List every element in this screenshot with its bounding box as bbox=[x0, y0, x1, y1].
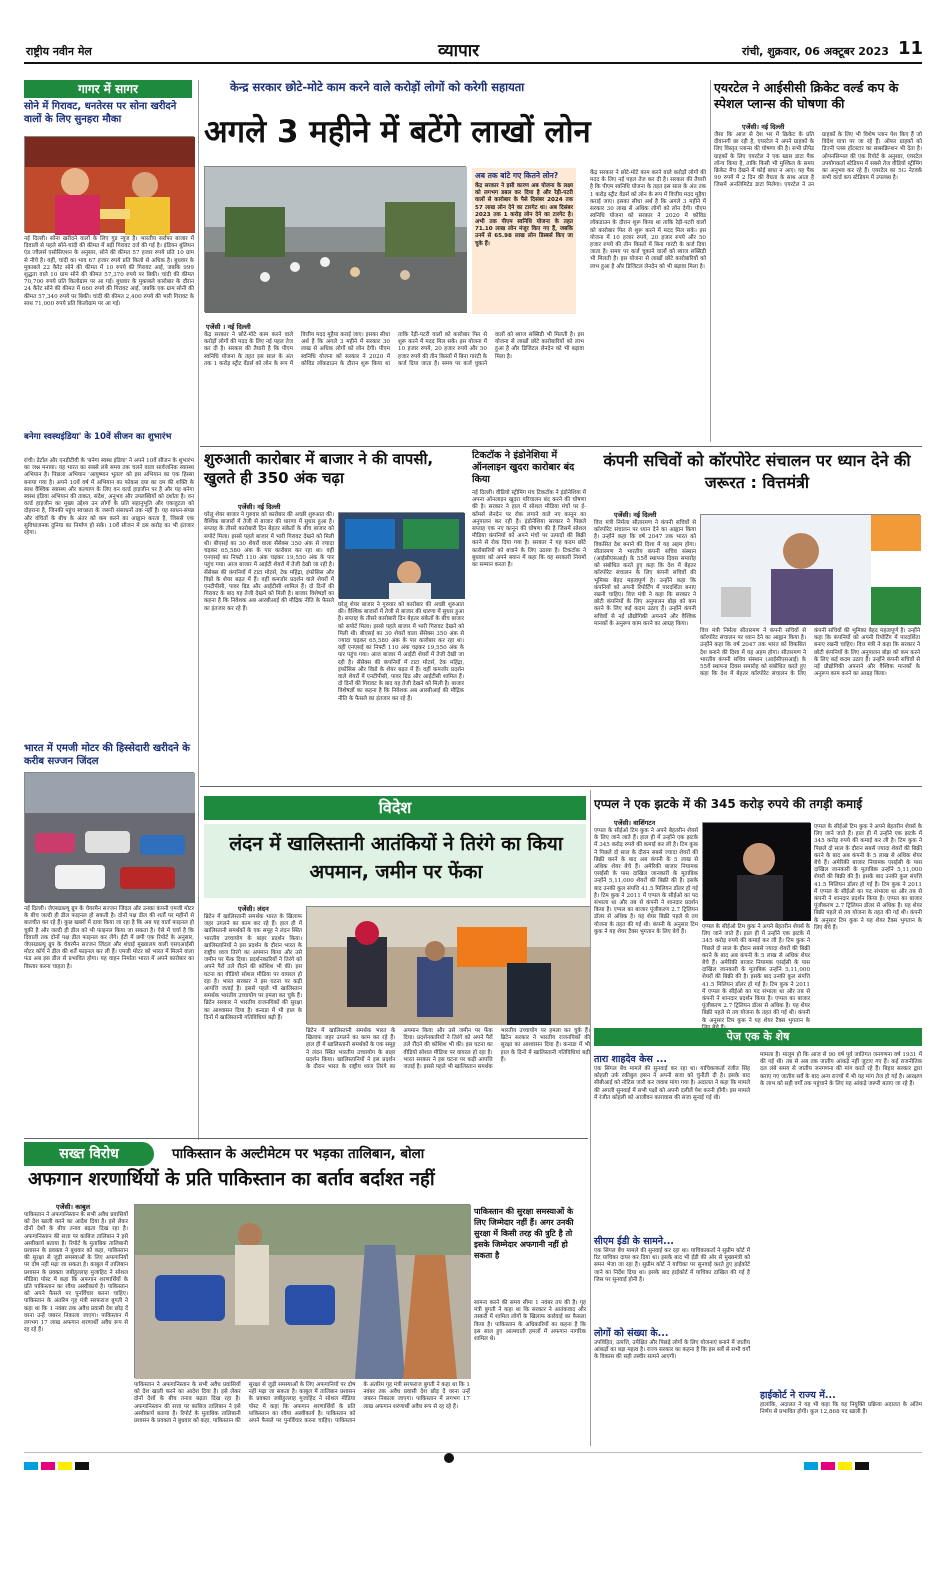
apple-story: एप्पल के सीईओ टिम कुक ने अपने बेहतरीन शेयर्स के लिए जाने जाते हैं। हाल ही में उन्होंने एक झटके में 345 करोड़ रुपये की कमाई कर ली है। टिम कुक ने पिछले दो साल के दौरान सबसे ज्यादा शेयरों की बिक्री करने के बाद अब कंपनी के 5 लाख से अधिक शेयर बेचे हैं। अमेरिकी बाजार नियामक एसईसी के पास दाखिल जानकारी के मुताबिक उन्होंने 5,11,000 शेयरों की बिक्री की है। इसके बाद उनकी कुल संपत्ति 41.5 मिलियन डॉलर हो गई है। टिम कुक ने 2011 में एप्पल के सीईओ का पद संभाला था और तब से कंपनी ने शानदार प्रदर्शन किया है। एप्पल का बाजार पूंजीकरण 2.7 ट्रिलियन डॉलर से अधिक है। यह शेयर बिक्री पहले से तय योजना के तहत की गई थी। कंपनी के अनुसार टिम कुक ने यह शेयर टैक्स भुगतान के लिए बेचे हैं। bbox=[594, 828, 698, 935]
mg-story: नई दिल्ली। जेएसडब्ल्यू ग्रुप के चेयरमैन सज्जन जिंदल और उनका कंपनी एमजी मोटर के बीच जल्दी ही डील फाइनल हो सकती है। दोनों पक्ष डील की शर्तों पर महीनों से बातचीत कर रहे हैं। कुछ खबरों में दावा किया जा रहा है कि अब यह वार्ता फाइनल हो चुकी है और जल्दी ही डील को भी फाइनल किया जा सकता है। ऐसे में चर्चा है कि दिवाली तक दोनों पक्ष डील फाइनल कर लेंगे। ईटी में छपी एक रिपोर्ट के अनुसार, जेएसडब्ल्यू ग्रुप के चेयरमैन सज्जन जिंदल और शंघाई मुख्यालय वाली एसएआईसी मोटर कॉर्प ने डील की शर्तें फाइनल कर ली हैं। एमजी मोटर को भारत में मिलने वाला फंड अब इस डील से प्रभावित होगा। यह वाहन निर्माता भारत में अपने कारोबार का विस्तार करना चाहता है। bbox=[24, 906, 194, 970]
editorial-banner-label: पेज एक के शेष bbox=[726, 1030, 790, 1043]
ed-headline: सीएम ईडी के सामने... bbox=[594, 1236, 674, 1247]
color-swatch bbox=[58, 1462, 72, 1470]
sitharaman-photo bbox=[700, 514, 920, 624]
videsh-story: ब्रिटेन में खालिस्तानी समर्थक भारत के खिलाफ जहर उगलने का काम कर रहे हैं। हाल ही में खालिस्तानी समर्थकों के एक समूह ने लंदन स्थित भारतीय उच्चायोग के बाहर प्रदर्शन किया। खालिस्तानियों ने इस प्रदर्शन के दौरान भारत के राष्ट्रीय ध्वज तिरंगे का अपमान किया और उसे जमीन पर फेंक दिया। प्रदर्शनकारियों ने तिरंगे को अपने पैरों तले रौंदने की कोशिश भी की। इस घटना का वीडियो सोशल मीडिया पर वायरल हो रहा है। भारत सरकार ने इस घटना पर कड़ी आपत्ति जताई है। इससे पहले भी खालिस्तान समर्थक भारतीय उच्चायोग पर हमला कर चुके हैं। ब्रिटेन सरकार ने भारतीय राजनयिकों की सुरक्षा का आश्वासन दिया है। कनाडा में भी हाल के दिनों में खालिस्तानी गतिविधियां बढ़ी हैं। bbox=[204, 914, 302, 1021]
top-story-side: केंद्र सरकार ने छोटे-मोटे काम करने वाले करोड़ों लोगों की मदद के लिए नई पहल तेज कर दी है। सरकार की तैयारी है कि पीएम स्वनिधि योजना के तहत इस साल के अंत तक 1 करोड़ स्ट्रीट वेंडर्स को लोन के रूप में वित्तीय मदद मुहैया कराई जाए। इसका सीधा अर्थ है कि अगले 3 महीने में सरकार 30 लाख से अधिक लोगों को लोन देगी। पीएम स्वनिधि योजना को सरकार ने 2020 में कोविड लॉकडाउन के दौरान शुरू किया था ताकि रेड़ी-पटरी वालों को कारोबार फिर से शुरू करने में मदद मिल सके। इस योजना में 10 हजार रुपये, 20 हजार रुपये और 50 हजार रुपये की तीन किस्तों में बिना गारंटी के कर्ज दिया जाता है। समय पर कर्ज चुकाने वालों को ब्याज सब्सिडी भी मिलती है। इस योजना से लाखों छोटे कारोबारियों को लाभ हुआ है और डिजिटल लेनदेन को भी बढ़ावा मिला है। bbox=[590, 170, 706, 270]
divider-mid bbox=[200, 786, 922, 787]
afghan-headline: अफगान शरणार्थियों के प्रति पाकिस्तान का बर्ताव बर्दाश्त नहीं bbox=[28, 1169, 435, 1190]
left-banner-label: गागर में सागर bbox=[78, 82, 138, 96]
footer-swatches-left bbox=[24, 1455, 92, 1474]
tiktok-headline: टिकटॉक ने इंडोनेशिया में ऑनलाइन खुदरा कारोबार बंद किया bbox=[472, 450, 575, 485]
registration-mark bbox=[444, 1453, 454, 1463]
hc-story: हालांकि, अदालत ने यह भी कहा कि यह नियुक्ति प्रक्रिया अदालत के अंतिम निर्णय से प्रभावित होगी। कुल 12,868 पद खाली हैं। bbox=[760, 1402, 922, 1416]
gold-headline: सोने में गिरावट, धनतेरस पर सोना खरीदने वालों के लिए सुनहरा मौका bbox=[24, 101, 177, 125]
afghan-quote-text: पाकिस्तान की सुरक्षा समस्याओं के लिए जिम्मेदार नहीं हैं। अगर उनकी सुरक्षा में किसी तरह की त्रुटि है तो इसके जिम्मेदार अफगानी नहीं हो सकता है bbox=[474, 1207, 574, 1260]
top-headline: अगले 3 महीने में बटेंगे लाखों लोन bbox=[204, 114, 591, 150]
tara-story: एक सिंगल बेंच मामले की सुनवाई कर रहा था। याचिकाकर्ता रंजीत सिंह कोहली उर्फ रकीबुल हसन ने अपनी सजा को चुनौती दी है। इसके बाद सीबीआई को नोटिस जारी कर जवाब मांगा गया है। अदालत ने कहा कि मामले की अगली सुनवाई में सभी पक्षों को अपनी दलीलें पेश करनी होंगी। इस मामले में रंजीत कोहली को आजीवन कारावास की सजा सुनाई गई थी। bbox=[594, 1066, 750, 1101]
airtel-byline: एजेंसी। नई दिल्ली bbox=[742, 123, 785, 131]
color-swatch bbox=[821, 1462, 835, 1470]
log-headline: लोगों को संख्या के... bbox=[594, 1328, 669, 1339]
editorial-banner bbox=[594, 1028, 922, 1046]
afghan-kicker: पाकिस्तान के अल्टीमेटम पर भड़का तालिबान, बोला bbox=[172, 1146, 425, 1162]
swasth-headline: बनेगा स्वस्थइंडिया' के 10वें सीजन का शुभारंभ bbox=[24, 432, 172, 442]
editorial-right-story: मामला है। मालूम हो कि आज से 90 वर्ष पूर्व जातिगत जनगणना वर्ष 1931 में की गई थी। तब से अब तक जातीय आंकड़े नहीं जुटाए गए हैं। कई राजनीतिक दल लंबे समय से जातीय जनगणना की मांग करते रहे हैं। बिहार सरकार द्वारा कराए गए जातीय सर्वे के बाद अन्य राज्यों में भी यह मांग तेज हो गई है। आरक्षण के लाभ को सही वर्गों तक पहुंचाने के लिए यह आंकड़े जरूरी बताए जा रहे हैं। bbox=[760, 1052, 922, 1087]
afghan-banner-label: सख्त विरोध bbox=[59, 1146, 119, 1162]
videsh-story-b: ब्रिटेन में खालिस्तानी समर्थक भारत के खिलाफ जहर उगलने का काम कर रहे हैं। हाल ही में खालिस्तानी समर्थकों के एक समूह ने लंदन स्थित भारतीय उच्चायोग के बाहर प्रदर्शन किया। खालिस्तानियों ने इस प्रदर्शन के दौरान भारत के राष्ट्रीय ध्वज तिरंगे का अपमान किया और उसे जमीन पर फेंक दिया। प्रदर्शनकारियों ने तिरंगे को अपने पैरों तले रौंदने की कोशिश भी की। इस घटना का वीडियो सोशल मीडिया पर वायरल हो रहा है। भारत सरकार ने इस घटना पर कड़ी आपत्ति जताई है। इससे पहले भी खालिस्तान समर्थक भारतीय उच्चायोग पर हमला कर चुके हैं। ब्रिटेन सरकार ने भारतीय राजनयिकों की सुरक्षा का आश्वासन दिया है। कनाडा में भी हाल के दिनों में खालिस्तानी गतिविधियां बढ़ी हैं। bbox=[306, 1028, 590, 1071]
sitharaman-story: वित्त मंत्री निर्मला सीतारमण ने कंपनी सचिवों से कॉरपोरेट संचालन पर ध्यान देने का आह्वान किया है। उन्होंने कहा कि वर्ष 2047 तक भारत को विकसित देश बनाने की दिशा में यह अहम होगा। सीतारमण ने भारतीय कंपनी सचिव संस्थान (आईसीएसआई) के 55वें स्थापना दिवस समारोह को संबोधित करते हुए कहा कि देश में बेहतर कॉरपोरेट संचालन के लिए कंपनी सचिवों की भूमिका बेहद महत्वपूर्ण है। उन्होंने कहा कि कंपनियों को अपनी रिपोर्टिंग में पारदर्शिता बनाए रखनी चाहिए। वित्त मंत्री ने कहा कि सरकार ने छोटी कंपनियों के लिए अनुपालन बोझ को कम करने के लिए कई कदम उठाए हैं। उन्होंने कंपनी सचिवों से नई प्रौद्योगिकी अपनाने और वैश्विक मानकों के अनुरूप काम करने का आग्रह किया। bbox=[594, 520, 696, 627]
masthead: राष्ट्रीय नवीन मेल bbox=[26, 45, 92, 58]
videsh-banner bbox=[204, 796, 586, 820]
market-story: घरेलू शेयर बाजार ने गुरुवार को कारोबार की अच्छी शुरुआत की। वैश्विक बाजारों में तेजी से बाजार की धारणा में सुधार हुआ है। सप्ताह के तीसरे कारोबारी दिन बेहतर संकेतों के बीच बाजार को सपोर्ट मिला। इससे पहले बाजार में भारी गिरावट देखने को मिली थी। बीएसई का 30 शेयरों वाला सेंसेक्स 350 अंक से ज्यादा चढ़कर 65,580 अंक के पार कारोबार कर रहा था। वहीं एनएसई का निफ्टी 110 अंक चढ़कर 19,550 अंक के पार पहुंच गया। आज बाजार में आईटी शेयरों में तेजी देखी जा रही है। सेंसेक्स की कंपनियों में टाटा मोटर्स, टेक महिंद्रा, इंफोसिस और विप्रो के शेयर बढ़त में हैं। वहीं कमजोर प्रदर्शन वाले शेयरों में एनटीपीसी, पावर ग्रिड और आईटीसी शामिल हैं। दो दिनों की गिरावट के बाद यह तेजी देखने को मिली है। बाजार विशेषज्ञों का कहना है कि निवेशक अब आरबीआई की मौद्रिक नीति के फैसले का इंतजार कर रहे हैं। bbox=[204, 512, 334, 612]
loan-box bbox=[472, 168, 576, 314]
footer-bar bbox=[24, 1452, 922, 1462]
left-column-rule bbox=[198, 80, 199, 1140]
airtel-story: जैसा कि आज से देश भर में क्रिकेट के प्रति दीवानगी छा रही है, एयरटेल ने अपने ग्राहकों के लिए विस्तृत प्लान्स की घोषणा की है। सभी प्रीपेड ग्राहकों के लिए एयरटेल ने एक खास डाटा पैक लॉन्च किया है, ताकि किसी भी मुश्किल के समय क्रिकेट मैच देखने में कोई बाधा न आए। यह पैक 99 रुपये में 2 दिन की वैधता के साथ आता है जिसमें अनलिमिटेड डाटा मिलेगा। एयरटेल ने उन ग्राहकों के लिए भी विशेष प्लान पेश किए हैं जो विदेश यात्रा पर जा रहे हैं। ऑफर ग्राहकों को डिज्नी प्लस हॉटस्टार का सब्सक्रिप्शन भी देता है। ओपनसिग्नल की एक रिपोर्ट के अनुसार, एयरटेल उपयोगकर्ता स्टेडियम में सबसे तेज वीडियो स्ट्रीमिंग का अनुभव कर रहे हैं। एयरटेल का 5G नेटवर्क सभी वर्ल्ड कप स्टेडियम में उपलब्ध है। bbox=[714, 132, 922, 189]
color-swatch bbox=[838, 1462, 852, 1470]
afghan-banner bbox=[24, 1142, 154, 1166]
ed-story: एक सिंगल बेंच मामले की सुनवाई कर रहा था। याचिकाकर्ता ने सुप्रीम कोर्ट में रिट याचिका दायर कर दिया था। इसके बाद भी ईडी की ओर से मुख्यमंत्री को समन भेजा जा रहा है। सुप्रीम कोर्ट ने याचिका पर सुनवाई करते हुए हाईकोर्ट जाने का निर्देश दिया था। इसके बाद हाईकोर्ट में याचिका दाखिल की गई है जिस पर सुनवाई होनी है। bbox=[594, 1248, 750, 1283]
page-date: रांची, शुक्रवार, 06 अक्टूबर 2023 bbox=[742, 45, 889, 58]
airtel-headline: एयरटेल ने आईसीसी क्रिकेट वर्ल्ड कप के स्पेशल प्लान्स की घोषणा की bbox=[714, 80, 899, 111]
gold-photo bbox=[24, 136, 194, 232]
market-story-b: घरेलू शेयर बाजार ने गुरुवार को कारोबार की अच्छी शुरुआत की। वैश्विक बाजारों में तेजी से बाजार की धारणा में सुधार हुआ है। सप्ताह के तीसरे कारोबारी दिन बेहतर संकेतों के बीच बाजार को सपोर्ट मिला। इससे पहले बाजार में भारी गिरावट देखने को मिली थी। बीएसई का 30 शेयरों वाला सेंसेक्स 350 अंक से ज्यादा चढ़कर 65,580 अंक के पार कारोबार कर रहा था। वहीं एनएसई का निफ्टी 110 अंक चढ़कर 19,550 अंक के पार पहुंच गया। आज बाजार में आईटी शेयरों में तेजी देखी जा रही है। सेंसेक्स की कंपनियों में टाटा मोटर्स, टेक महिंद्रा, इंफोसिस और विप्रो के शेयर बढ़त में हैं। वहीं कमजोर प्रदर्शन वाले शेयरों में एनटीपीसी, पावर ग्रिड और आईटीसी शामिल हैं। दो दिनों की गिरावट के बाद यह तेजी देखने को मिली है। बाजार विशेषज्ञों का कहना है कि निवेशक अब आरबीआई की मौद्रिक नीति के फैसले का इंतजार कर रहे हैं। bbox=[338, 602, 464, 702]
top-byline: एजेंसी । नई दिल्ली bbox=[206, 323, 251, 331]
right-column-rule bbox=[710, 80, 711, 442]
apple-photo-image bbox=[703, 823, 811, 921]
afghan-story-c: सामना करने की समय सीमा 1 नवंबर तय की है। गृह मंत्री बुगती ने कहा था कि सरकार ने आतंकवाद और तस्करी में शामिल लोगों के खिलाफ कार्रवाई का फैसला किया है। पाकिस्तान के अधिकारियों का कहना है कि इस साल हुए आत्मघाती हमलों में अफगान नागरिक शामिल थे। bbox=[474, 1300, 586, 1343]
tiktok-story: नई दिल्ली। वीडियो स्ट्रीमिंग मंच टिकटॉक ने इंडोनेशिया में अपना ऑनलाइन खुदरा परिचालन बंद करने की घोषणा की है। सरकार ने हाल में सोशल मीडिया मंचों पर ई-कॉमर्स लेनदेन पर रोक लगाने वाले नए कानून का अनुपालन कर रही है। इंडोनेशिया सरकार ने पिछले सप्ताह एक नए कानून की घोषणा की है जिसमें सोशल मीडिया कंपनियों को अपने मंचों पर उत्पादों की बिक्री करने से रोक दिया गया है। सरकार ने यह कदम छोटे कारोबारियों को बचाने के लिए उठाया है। टिकटॉक ने बुधवार को अपने बयान में कहा कि वह सरकारी नियमों का सम्मान करता है। bbox=[472, 490, 586, 569]
apple-story-c: एप्पल के सीईओ टिम कुक ने अपने बेहतरीन शेयर्स के लिए जाने जाते हैं। हाल ही में उन्होंने एक झटके में 345 करोड़ रुपये की कमाई कर ली है। टिम कुक ने पिछले दो साल के दौरान सबसे ज्यादा शेयरों की बिक्री करने के बाद अब कंपनी के 5 लाख से अधिक शेयर बेचे हैं। अमेरिकी बाजार नियामक एसईसी के पास दाखिल जानकारी के मुताबिक उन्होंने 5,11,000 शेयरों की बिक्री की है। इसके बाद उनकी कुल संपत्ति 41.5 मिलियन डॉलर हो गई है। टिम कुक ने 2011 में एप्पल के सीईओ का पद संभाला था और तब से कंपनी ने शानदार प्रदर्शन किया है। एप्पल का बाजार पूंजीकरण 2.7 ट्रिलियन डॉलर से अधिक है। यह शेयर बिक्री पहले से तय योजना के तहत की गई थी। कंपनी के अनुसार टिम कुक ने यह शेयर टैक्स भुगतान के bbox=[702, 924, 810, 1024]
afghan-photo bbox=[134, 1204, 470, 1378]
afghan-photo-image bbox=[135, 1205, 471, 1379]
loan-box-head: अब तक बांटे गए कितने लोन? bbox=[475, 171, 559, 180]
top-photo-image bbox=[205, 167, 467, 313]
loan-box-text: केंद्र सरकार ने इसी कारण अब योजना के लक्ष्य को लगभग डबल कर दिया है और रेड़ी-पटरी वालों से कारोबार के पैसे दिसंबर 2024 तक 57 लाख लोन देने का टारगेट था। अब दिसंबर 2023 तक 1 करोड़ लोन देने का टारगेट है। अभी तक पीएम स्वनिधि योजना के तहत 71.10 लाख लोन मंजूर किए गए हैं, जबकि उनमें से 65.98 लाख लोन डिस्बर्स किए जा चुके हैं। bbox=[475, 183, 573, 247]
left-banner bbox=[24, 80, 192, 98]
apple-headline: एप्पल ने एक झटके में की 345 करोड़ रुपये की तगड़ी कमाई bbox=[594, 797, 863, 811]
mg-photo bbox=[24, 772, 194, 902]
color-swatch bbox=[855, 1462, 869, 1470]
divider-bottom bbox=[24, 1138, 588, 1139]
videsh-photo-image bbox=[307, 907, 591, 1025]
hc-headline: हाईकोर्ट ने राज्य में... bbox=[760, 1390, 836, 1401]
videsh-banner-label: विदेश bbox=[378, 798, 412, 817]
sitharaman-story-b: वित्त मंत्री निर्मला सीतारमण ने कंपनी सचिवों से कॉरपोरेट संचालन पर ध्यान देने का आह्वान किया है। उन्होंने कहा कि वर्ष 2047 तक भारत को विकसित देश बनाने की दिशा में यह अहम होगा। सीतारमण ने भारतीय कंपनी सचिव संस्थान (आईसीएसआई) के 55वें स्थापना दिवस समारोह को संबोधित करते हुए कहा कि देश में बेहतर कॉरपोरेट संचालन के लिए कंपनी सचिवों की भूमिका बेहद महत्वपूर्ण है। उन्होंने कहा कि कंपनियों को अपनी रिपोर्टिंग में पारदर्शिता बनाए रखनी चाहिए। वित्त मंत्री ने कहा कि सरकार ने छोटी कंपनियों के लिए अनुपालन बोझ को कम करने के लिए कई कदम उठाए हैं। उन्होंने कंपनी सचिवों से नई प्रौद्योगिकी अपनाने और वैश्विक मानकों के अनुरूप काम करने का आग्रह किया। bbox=[700, 628, 920, 678]
top-photo bbox=[204, 166, 466, 312]
section-title: व्यापार bbox=[438, 41, 480, 61]
color-swatch bbox=[75, 1462, 89, 1470]
apple-photo bbox=[702, 822, 810, 920]
market-photo bbox=[338, 512, 464, 598]
mg-headline: भारत में एमजी मोटर की हिस्सेदारी खरीदने के करीब सज्जन जिंदल bbox=[24, 743, 190, 767]
market-byline: एजेंसी। नई दिल्ली bbox=[238, 503, 281, 511]
top-story: केंद्र सरकार ने छोटे-मोटे काम करने वाले करोड़ों लोगों की मदद के लिए नई पहल तेज कर दी है। सरकार की तैयारी है कि पीएम स्वनिधि योजना के तहत इस साल के अंत तक 1 करोड़ स्ट्रीट वेंडर्स को लोन के रूप में वित्तीय मदद मुहैया कराई जाए। इसका सीधा अर्थ है कि अगले 3 महीने में सरकार 30 लाख से अधिक लोगों को लोन देगी। पीएम स्वनिधि योजना को सरकार ने 2020 में कोविड लॉकडाउन के दौरान शुरू किया था ताकि रेड़ी-पटरी वालों को कारोबार फिर से शुरू करने में मदद मिल सके। इस योजना में 10 हजार रुपये, 20 हजार रुपये और 50 हजार रुपये की तीन किस्तों में बिना गारंटी के कर्ज दिया जाता है। समय पर कर्ज चुकाने वालों को ब्याज सब्सिडी भी मिलती है। इस योजना से लाखों छोटे कारोबारियों को लाभ हुआ है और डिजिटल लेनदेन को भी बढ़ावा मिला है। bbox=[204, 332, 584, 367]
editorial-rule bbox=[590, 790, 591, 1446]
log-story: उपविहित, उत्पत्ति, उपेक्षित और पिछड़े लोगों के लिए योजनाएं बनाने में जातीय आंकड़ों का बड़ा महत्व है। राज्य सरकार का कहना है कि इस सर्वे से सभी वर्गों के विकास की सही तस्वीर सामने आएगी। bbox=[594, 1340, 750, 1361]
tara-headline: तारा शाहदेव केस ... bbox=[594, 1054, 667, 1065]
videsh-photo bbox=[306, 906, 590, 1024]
footer-swatches-right bbox=[804, 1455, 872, 1474]
sitharaman-photo-image bbox=[701, 515, 921, 625]
sitharaman-headline: कंपनी सचिवों को कॉरपोरेट संचालन पर ध्यान देने की जरूरत : वित्तमंत्री bbox=[603, 451, 911, 492]
videsh-byline: एजेंसी। लंदन bbox=[238, 905, 269, 913]
color-swatch bbox=[24, 1462, 38, 1470]
gold-photo-image bbox=[25, 137, 195, 233]
videsh-headline: लंदन में खालिस्तानी आतंकियों ने तिरंगे का किया अपमान, जमीन पर फेंका bbox=[229, 833, 563, 883]
market-photo-image bbox=[339, 513, 465, 599]
apple-byline: एजेंसी। वाशिंगटन bbox=[614, 819, 656, 827]
afghan-story-b: पाकिस्तान ने अफगानिस्तान के सभी अवैध प्रवासियों को देश खाली करने का आदेश दिया है। इसे लेकर दोनों देशों के बीच तनाव बढ़ता दिख रहा है। अफगानिस्तान की सत्ता पर काबिज तालिबान ने इसे अस्वीकार्य बताया है। रिपोर्ट के मुताबिक तालिबानी प्रशासन के प्रवक्ता ने बुधवार को कहा, पाकिस्तान की सुरक्षा से जुड़ी समस्याओं के लिए अफगानियों पर दोष नहीं मढ़ा जा सकता है। काबुल में तालिबान प्रशासन के प्रवक्ता जबीहुल्लाह मुजाहिद ने सोशल मीडिया पोस्ट में कहा कि अफगान शरणार्थियों के प्रति पाकिस्तान का रवैया अस्वीकार्य है। पाकिस्तान को अपने फैसले पर पुनर्विचार करना चाहिए। पाकिस्तान के अंतरिम गृह मंत्री सरफराज बुगती ने कहा था कि 1 नवंबर तक अवैध प्रवासी देश छोड़ दें वरना उन्हें जबरन निकाला जाएगा। पाकिस्तान में लगभग 17 लाख अफगान शरणार्थी अवैध रूप से रह रहे हैं। bbox=[134, 1382, 470, 1425]
sitharaman-byline: एजेंसी। नई दिल्ली bbox=[614, 511, 657, 519]
color-swatch bbox=[804, 1462, 818, 1470]
market-headline: शुरुआती कारोबार में बाजार ने की वापसी, खुलते ही 350 अंक चढ़ा bbox=[204, 450, 434, 487]
swasth-story: रांची। डेटॉल और एनडीटीवी के 'बनेगा स्वस्थ इंडिया' ने अपने 10वें सीजन के शुभारंभ का जश्न मनाया। यह भारत का सबसे लंबे समय तक चलने वाला सार्वजनिक स्वास्थ्य अभियान है। पिछला अभियान 'आयुष्मान भूतल' को इस अभियान का एक हिस्सा बनाया गया है। अपने 10वें वर्ष में अभियान का फोकस दया का दम की शक्ति के साथ वैश्विक स्वास्थ्य और कल्याण के लिए वन वर्ल्ड हाइजीन पर है और यह बनेगा स्वस्थ इंडिया अभियान की ताकत, संदेश, अनुभव और उपलब्धियों को दर्शाता है। वन वर्ल्ड हाइजीन का मुख्य उद्देश्य उन लोगों के प्रति सहानुभूति और एकजुटता को दोहराना है, जिनकी पहुंच स्वच्छता के जरूरी संसाधनों तक नहीं है। यह साधन-संपन्न और वंचितों के बीच के अंतर को कम करने का आह्वान करता है, जिससे एक सुविधाजनक दुनिया का निर्माण हो सके। 10वें सीजन में दस करोड़ का भी इंतजार रहेगा। bbox=[24, 458, 194, 537]
afghan-story: पाकिस्तान ने अफगानिस्तान के सभी अवैध प्रवासियों को देश खाली करने का आदेश दिया है। इसे लेकर दोनों देशों के बीच तनाव बढ़ता दिख रहा है। अफगानिस्तान की सत्ता पर काबिज तालिबान ने इसे अस्वीकार्य बताया है। रिपोर्ट के मुताबिक तालिबानी प्रशासन के प्रवक्ता ने बुधवार को कहा, पाकिस्तान की सुरक्षा से जुड़ी समस्याओं के लिए अफगानियों पर दोष नहीं मढ़ा जा सकता है। काबुल में तालिबान प्रशासन के प्रवक्ता जबीहुल्लाह मुजाहिद ने सोशल मीडिया पोस्ट में कहा कि अफगान शरणार्थियों के प्रति पाकिस्तान का रवैया अस्वीकार्य है। पाकिस्तान को अपने फैसले पर पुनर्विचार करना चाहिए। पाकिस्तान के अंतरिम गृह मंत्री सरफराज बुगती ने कहा था कि 1 नवंबर तक अवैध प्रवासी देश छोड़ दें वरना उन्हें जबरन निकाला जाएगा। पाकिस्तान में लगभग 17 लाख अफगान शरणार्थी अवैध रूप से रह रहे हैं। bbox=[24, 1212, 128, 1334]
page-number: 11 bbox=[898, 38, 924, 59]
color-swatch bbox=[41, 1462, 55, 1470]
mg-photo-image bbox=[25, 773, 195, 903]
afghan-quote bbox=[474, 1206, 586, 1294]
divider-top bbox=[200, 446, 922, 447]
top-kicker: केन्द्र सरकार छोटे-मोटे काम करने वाले करोड़ों लोगों को करेगी सहायता bbox=[230, 80, 525, 94]
afghan-byline: एजेंसी। काबुल bbox=[56, 1203, 91, 1211]
gold-story: नई दिल्ली। सोना खरीदने वालों के लिए गुड न्यूज है। भारतीय सर्राफा बाजार में दिवाली से पहले सोने-चांदी की कीमत में बड़ी गिरावट दर्ज की गई है। इंडियन बुलियन एंड ज्वैलर्स एसोसिएशन के अनुसार, सोने की कीमत 57 हजार रुपये प्रति 10 ग्राम से नीचे है। वहीं, चांदी का भाव 67 हजार रुपये प्रति किलो से अधिक है। बुधवार के मुकाबले 22 कैरेट सोने की कीमत में 10 रुपये की गिरावट आई, जबकि 999 शुद्धता वाले 10 ग्राम सोने की कीमत 57,370 रुपये पर बिकी। चांदी की कीमत 70,700 रुपये प्रति किलोग्राम पर आ गई। बुधवार के मुकाबले कारोबार के दौरान 24 कैरेट सोने की कीमत में 660 रुपये की गिरावट आई, जबकि एक ग्राम सोनी की कीमत 57,340 रुपये पर बिकी। चांदी की कीमत 2,400 रुपये की भारी गिरावट के साथ 71,000 रुपये प्रति किलोग्राम पर आ गई। bbox=[24, 236, 194, 307]
page-header bbox=[24, 38, 922, 64]
apple-story-b: एप्पल के सीईओ टिम कुक ने अपने बेहतरीन शेयर्स के लिए जाने जाते हैं। हाल ही में उन्होंने एक झटके में 345 करोड़ रुपये की कमाई कर ली है। टिम कुक ने पिछले दो साल के दौरान सबसे ज्यादा शेयरों की बिक्री करने के बाद अब कंपनी के 5 लाख से अधिक शेयर बेचे हैं। अमेरिकी बाजार नियामक एसईसी के पास दाखिल जानकारी के मुताबिक उन्होंने 5,11,000 शेयरों की बिक्री की है। इसके बाद उनकी कुल संपत्ति 41.5 मिलियन डॉलर हो गई है। टिम कुक ने 2011 में एप्पल के सीईओ का पद संभाला था और तब से कंपनी ने शानदार प्रदर्शन किया है। एप्पल का बाजार पूंजीकरण 2.7 ट्रिलियन डॉलर से अधिक है। यह शेयर बिक्री पहले से तय योजना के तहत की गई थी। कंपनी के अनुसार टिम कुक ने यह शेयर टैक्स भुगतान के लिए बेचे हैं। bbox=[814, 824, 922, 931]
